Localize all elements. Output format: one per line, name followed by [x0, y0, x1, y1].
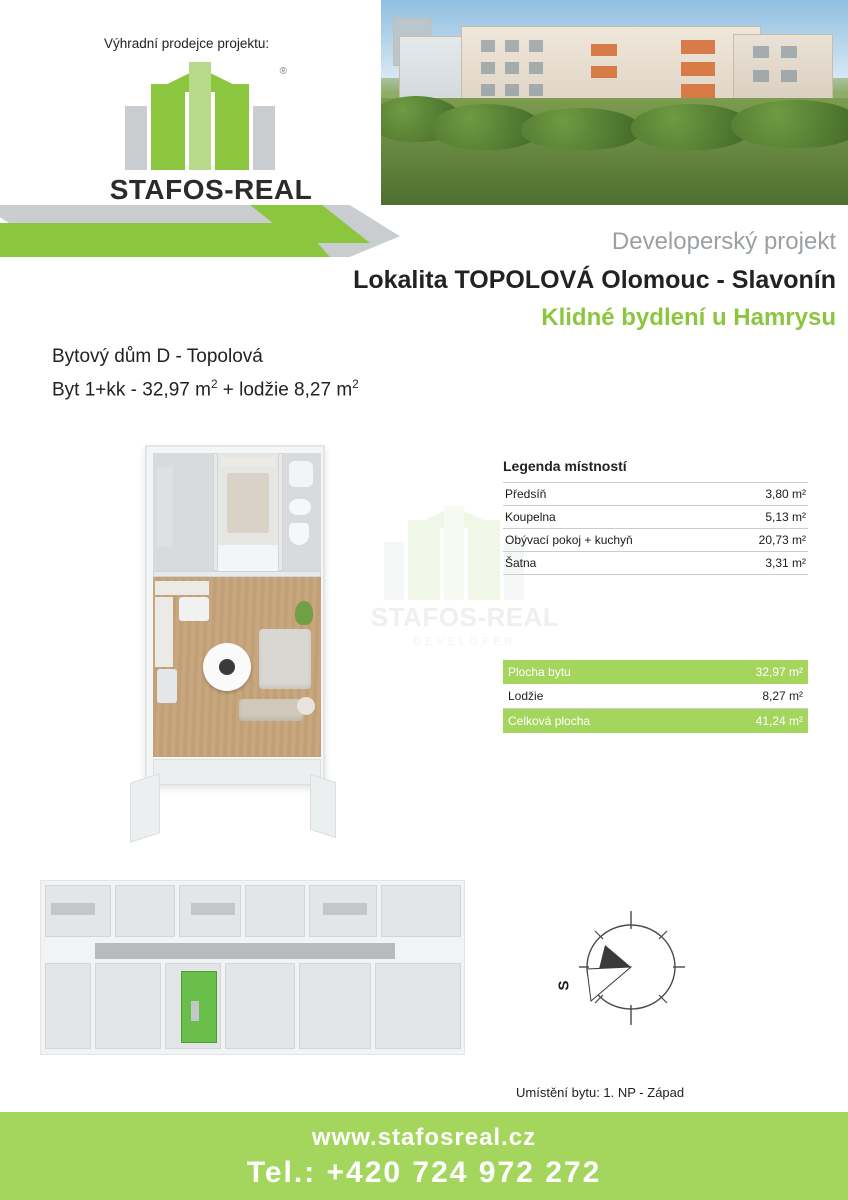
- watermark-company-name: STAFOS-REAL: [370, 602, 560, 632]
- logo-bar-4: [215, 84, 249, 170]
- footprint-unit: [45, 963, 91, 1049]
- plan-shower: [289, 461, 313, 487]
- total-area: 8,27 m²: [691, 684, 808, 709]
- photo-balcony: [591, 66, 617, 78]
- room-legend-title: Legenda místností: [503, 458, 627, 474]
- footprint-unit: [115, 885, 175, 937]
- photo-balcony: [681, 84, 715, 98]
- phone-number[interactable]: Tel.: +420 724 972 272: [246, 1156, 602, 1189]
- room-name: Obývací pokoj + kuchyň: [503, 529, 722, 552]
- logo-bar-3: [189, 70, 211, 170]
- room-name: Koupelna: [503, 506, 722, 529]
- total-area: 32,97 m²: [691, 660, 808, 684]
- plan-wardrobe-unit: [227, 473, 269, 533]
- table-row: [503, 529, 808, 552]
- room-area: 3,80 m²: [722, 483, 808, 506]
- photo-window: [753, 70, 769, 82]
- photo-bush: [731, 100, 848, 148]
- unit-area-text: Byt 1+kk - 32,97 m: [52, 379, 211, 401]
- total-name: Lodžie: [503, 684, 691, 709]
- footprint-unit: [245, 885, 305, 937]
- photo-window: [505, 40, 519, 52]
- compass-rose: [555, 905, 695, 1035]
- photo-balcony: [681, 40, 715, 54]
- footprint-unit: [95, 963, 161, 1049]
- plan-hall-closet: [157, 467, 173, 547]
- room-name: Předsíň: [503, 483, 722, 506]
- plan-loggia: [153, 759, 321, 785]
- plan-kitchen-table: [179, 597, 209, 621]
- table-row: [503, 506, 808, 529]
- developer-project-label: Developerský projekt: [611, 228, 836, 255]
- footprint-unit: [381, 885, 461, 937]
- apartment-floor-plan: [120, 440, 350, 860]
- footprint-unit: [299, 963, 371, 1049]
- watermark-bar-1: [384, 542, 404, 600]
- photo-window: [481, 84, 495, 96]
- room-legend-table: [503, 482, 808, 575]
- photo-window: [505, 62, 519, 74]
- page-header: [0, 0, 848, 232]
- unit-location-note: Umístění bytu: 1. NP - Západ: [516, 1085, 685, 1100]
- plan-table-centerpiece: [219, 659, 235, 675]
- logo-bar-1: [125, 106, 147, 170]
- photo-window: [781, 46, 797, 58]
- logo-mark-icon: [121, 62, 301, 170]
- footprint-highlighted-unit: [181, 971, 217, 1043]
- photo-window: [781, 70, 797, 82]
- footprint-unit: [375, 963, 461, 1049]
- room-legend: [503, 458, 808, 575]
- footprint-unit-wall: [191, 1001, 199, 1021]
- total-area: 41,24 m²: [691, 709, 808, 734]
- registered-trademark-icon: ®: [279, 66, 287, 77]
- plan-toilet: [289, 523, 309, 545]
- watermark-tagline: DEVELOPER: [413, 636, 517, 648]
- table-row: [503, 483, 808, 506]
- photo-bush: [521, 108, 641, 150]
- footprint-wall: [51, 903, 95, 915]
- logo-company-name: STAFOS-REAL: [109, 174, 313, 205]
- plan-kitchen-counter: [155, 581, 209, 595]
- exclusive-seller-label: Výhradní prodejce projektu:: [104, 36, 270, 51]
- plan-sofa: [259, 629, 311, 689]
- footprint-wall: [323, 903, 367, 915]
- unit-area-sup: 2: [210, 378, 218, 391]
- photo-balcony: [681, 62, 715, 76]
- compass-north-label: S: [555, 980, 573, 991]
- photo-window: [481, 40, 495, 52]
- photo-window: [529, 62, 543, 74]
- photo-window: [529, 84, 543, 96]
- watermark-bar-3: [444, 506, 464, 600]
- project-claim: Klidné bydlení u Hamrysu: [541, 304, 836, 331]
- plan-bed: [239, 699, 303, 721]
- plan-wall-vertical: [213, 453, 218, 571]
- plan-loggia-wall-left: [130, 773, 160, 843]
- plan-plant: [295, 601, 313, 625]
- logo-bar-5: [253, 106, 275, 170]
- room-area: 20,73 m²: [722, 529, 808, 552]
- unit-summary: [52, 378, 359, 401]
- plan-sink: [289, 499, 311, 515]
- table-row: [503, 709, 808, 734]
- photo-window: [481, 62, 495, 74]
- company-logo: [86, 62, 336, 224]
- website-link[interactable]: www.stafosreal.cz: [311, 1124, 537, 1151]
- plan-loggia-wall-right: [310, 774, 336, 838]
- area-totals-table: [503, 660, 808, 733]
- photo-window: [753, 46, 769, 58]
- watermark-bar-4: [468, 520, 500, 600]
- plan-wall-vertical: [278, 453, 283, 571]
- watermark-bar-2: [408, 520, 440, 600]
- compass-icon: [565, 905, 695, 1035]
- room-name: Šatna: [503, 552, 722, 575]
- room-area: 3,31 m²: [722, 552, 808, 575]
- table-row: [503, 684, 808, 709]
- room-area: 5,13 m²: [722, 506, 808, 529]
- photo-balcony: [591, 44, 617, 56]
- total-name: Plocha bytu: [503, 660, 691, 684]
- footprint-wall: [191, 903, 235, 915]
- table-row: [503, 660, 808, 684]
- page-footer: [0, 1112, 848, 1200]
- plan-side-table: [297, 697, 315, 715]
- loggia-area-sup: 2: [352, 378, 359, 391]
- logo-bar-2: [151, 84, 185, 170]
- footprint-unit: [225, 963, 295, 1049]
- locality-title: Lokalita TOPOLOVÁ Olomouc - Slavonín: [353, 266, 836, 294]
- photo-window: [529, 40, 543, 52]
- building-footprint-plan: [40, 880, 465, 1055]
- loggia-area-text: + lodžie 8,27 m: [217, 379, 353, 401]
- plan-wardrobe-shelf: [221, 457, 275, 467]
- plan-fridge: [157, 669, 177, 703]
- plan-kitchen-units: [155, 597, 173, 667]
- project-photo: [381, 0, 848, 205]
- table-row: [503, 552, 808, 575]
- area-totals: [503, 660, 808, 733]
- building-name: Bytový dům D - Topolová: [52, 346, 263, 367]
- photo-window: [505, 84, 519, 96]
- plan-outline: [145, 445, 325, 785]
- footprint-corridor: [95, 943, 395, 959]
- total-name: Celková plocha: [503, 709, 691, 734]
